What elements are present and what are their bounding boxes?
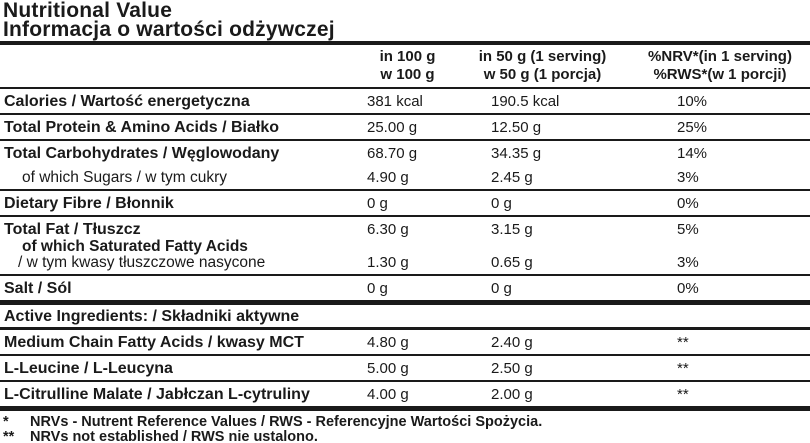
row-label: Total Carbohydrates / Węglowodany [4,145,280,162]
footnote-not-established [3,430,810,443]
table-header-row [0,43,810,88]
nutrition-table [0,41,810,411]
title-en: Nutritional Value [3,0,173,22]
value-nrv: 5% [677,221,699,238]
header-per-50g: in 50 g (1 serving) w 50 g (1 porcja) [455,43,630,88]
row-label: L-Leucine / L-Leucyna [0,355,360,381]
value-per-50g: 34.35 g [491,145,542,162]
row-sublabel-en: of which Saturated Fatty Acids [22,237,248,255]
row-label: Dietary Fibre / Błonnik [0,190,360,216]
value-nrv: 3% [630,165,810,190]
sub-value-nrv: 3% [677,254,699,271]
value-nrv: ** [630,381,810,409]
sub-value-per-100g: 1.30 g [367,254,409,271]
value-per-100g: 68.70 g [367,145,418,162]
section-header-row [0,303,810,329]
value-per-100g: 381 kcal [360,88,455,114]
value-nrv: 0% [630,275,810,303]
header-empty [0,43,360,88]
value-per-100g: 4.80 g [360,329,455,356]
value-per-100g: 4.90 g [360,165,455,190]
footnotes [0,411,810,443]
value-per-100g: 6.30 g [367,221,409,238]
value-nrv: 0% [630,190,810,216]
header-per-100g: in 100 g w 100 g [360,43,455,88]
row-label: Medium Chain Fatty Acids / kwasy MCT [0,329,360,356]
value-nrv: 25% [630,114,810,140]
footnote-text: NRVs not established / RWS nie ustalono. [30,429,318,443]
row-mct [0,329,810,356]
row-label: L-Citrulline Malate / Jabłczan L-cytruliny [0,381,360,409]
row-citrulline [0,381,810,409]
value-nrv: ** [630,355,810,381]
value-per-100g: 0 g [360,275,455,303]
sub-value-per-50g: 0.65 g [491,254,533,271]
footnote-nrv [3,415,810,430]
page-title [0,0,810,39]
footnote-marker: ** [3,429,15,443]
value-per-50g: 2.40 g [455,329,630,356]
value-per-50g: 3.15 g [491,221,533,238]
value-per-100g: 25.00 g [360,114,455,140]
row-salt [0,275,810,303]
row-fat [0,216,810,275]
row-sugars [0,165,810,190]
row-label: Calories / Wartość energetyczna [0,88,360,114]
row-label: Total Protein & Amino Acids / Białko [0,114,360,140]
footnote-text: NRVs - Nutrent Reference Values / RWS - Referencyjne Wartości Spożycia. [30,414,543,430]
row-fibre [0,190,810,216]
value-per-50g: 2.00 g [455,381,630,409]
value-per-100g: 4.00 g [360,381,455,409]
row-sublabel-pl: / w tym kwasy tłuszczowe nasycone [18,254,266,271]
row-label: Salt / Sól [0,275,360,303]
value-nrv: 14% [677,145,708,162]
row-leucine [0,355,810,381]
row-carbohydrates [0,140,810,165]
title-pl: Informacja o wartości odżywczej [3,18,335,41]
header-nrv: %NRV*(in 1 serving) %RWS*(w 1 porcji) [630,43,810,88]
active-ingredients-header: Active Ingredients: / Składniki aktywne [0,303,810,329]
value-per-50g: 2.50 g [455,355,630,381]
row-label: Total Fat / Tłuszcz [4,221,141,238]
footnote-marker: * [3,414,9,430]
row-label: of which Sugars / w tym cukry [0,165,360,190]
value-per-50g: 0 g [455,190,630,216]
value-per-50g: 2.45 g [455,165,630,190]
value-per-50g: 0 g [455,275,630,303]
value-nrv: 10% [630,88,810,114]
value-per-50g: 190.5 kcal [455,88,630,114]
value-per-50g: 12.50 g [455,114,630,140]
value-per-100g: 0 g [360,190,455,216]
row-protein [0,114,810,140]
row-calories [0,88,810,114]
value-nrv: ** [630,329,810,356]
value-per-100g: 5.00 g [360,355,455,381]
